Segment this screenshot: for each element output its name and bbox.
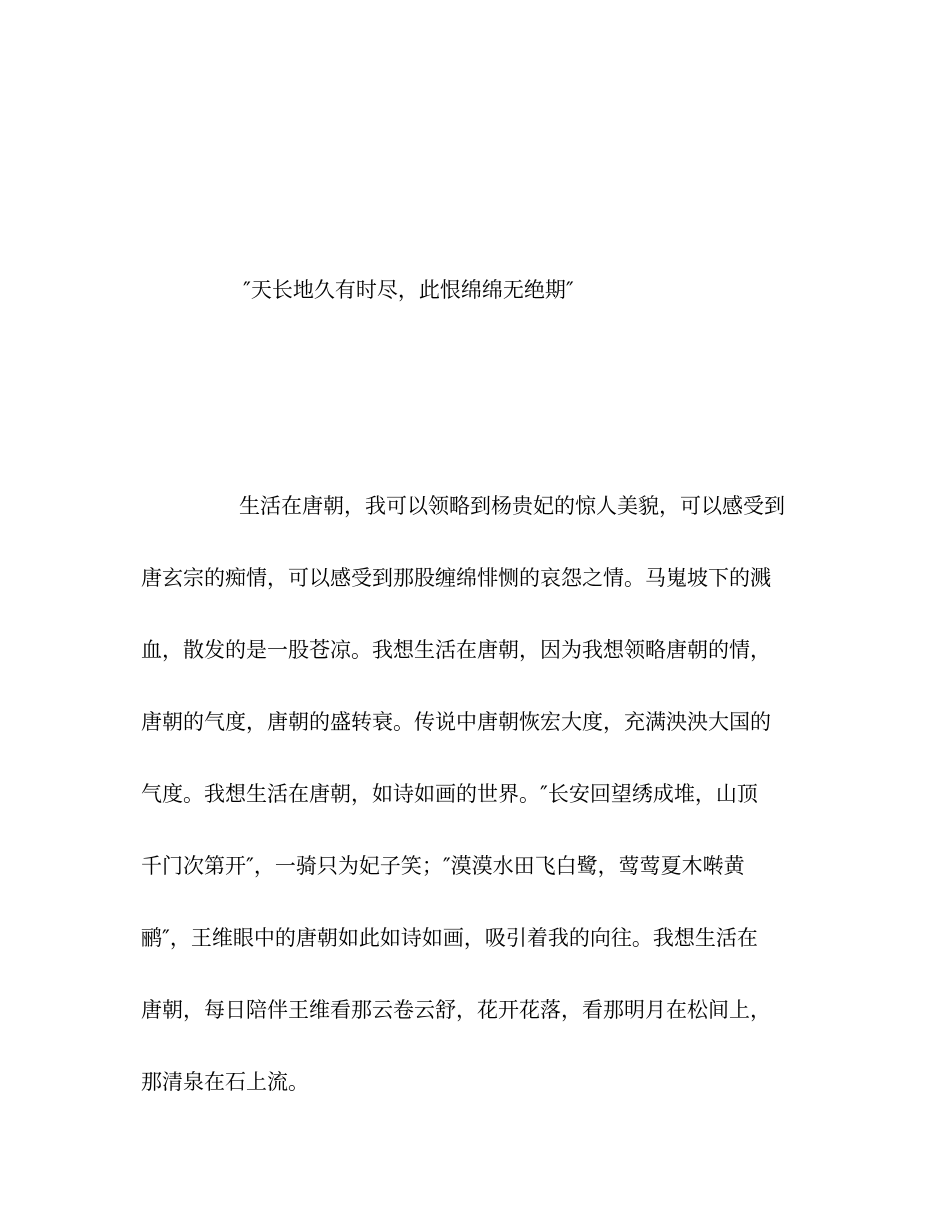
paragraph-line: 唐朝的气度，唐朝的盛转衰。传说中唐朝恢宏大度，充满泱泱大国的 <box>141 710 771 734</box>
paragraph-line: 千门次第开″，一骑只为妃子笑；″漠漠水田飞白鹭，莺莺夏木啭黄 <box>141 854 745 878</box>
paragraph-line: 鹂″，王维眼中的唐朝如此如诗如画，吸引着我的向往。我想生活在 <box>141 926 758 950</box>
paragraph-line: 唐朝，每日陪伴王维看那云卷云舒，花开花落，看那明月在松间上， <box>141 998 771 1022</box>
paragraph-line: 生活在唐朝，我可以领略到杨贵妃的惊人美貌，可以感受到 <box>239 494 785 518</box>
paragraph-line: 气度。我想生活在唐朝，如诗如画的世界。″长安回望绣成堆，山顶 <box>141 782 758 806</box>
paragraph-line: 唐玄宗的痴情，可以感受到那股缠绵悱恻的哀怨之情。马嵬坡下的溅 <box>141 566 771 590</box>
paragraph-line: 那清泉在石上流。 <box>141 1070 309 1094</box>
quote-line: ″天长地久有时尽，此恨绵绵无绝期″ <box>243 278 574 302</box>
paragraph-line: 血，散发的是一股苍凉。我想生活在唐朝，因为我想领略唐朝的情， <box>141 638 771 662</box>
